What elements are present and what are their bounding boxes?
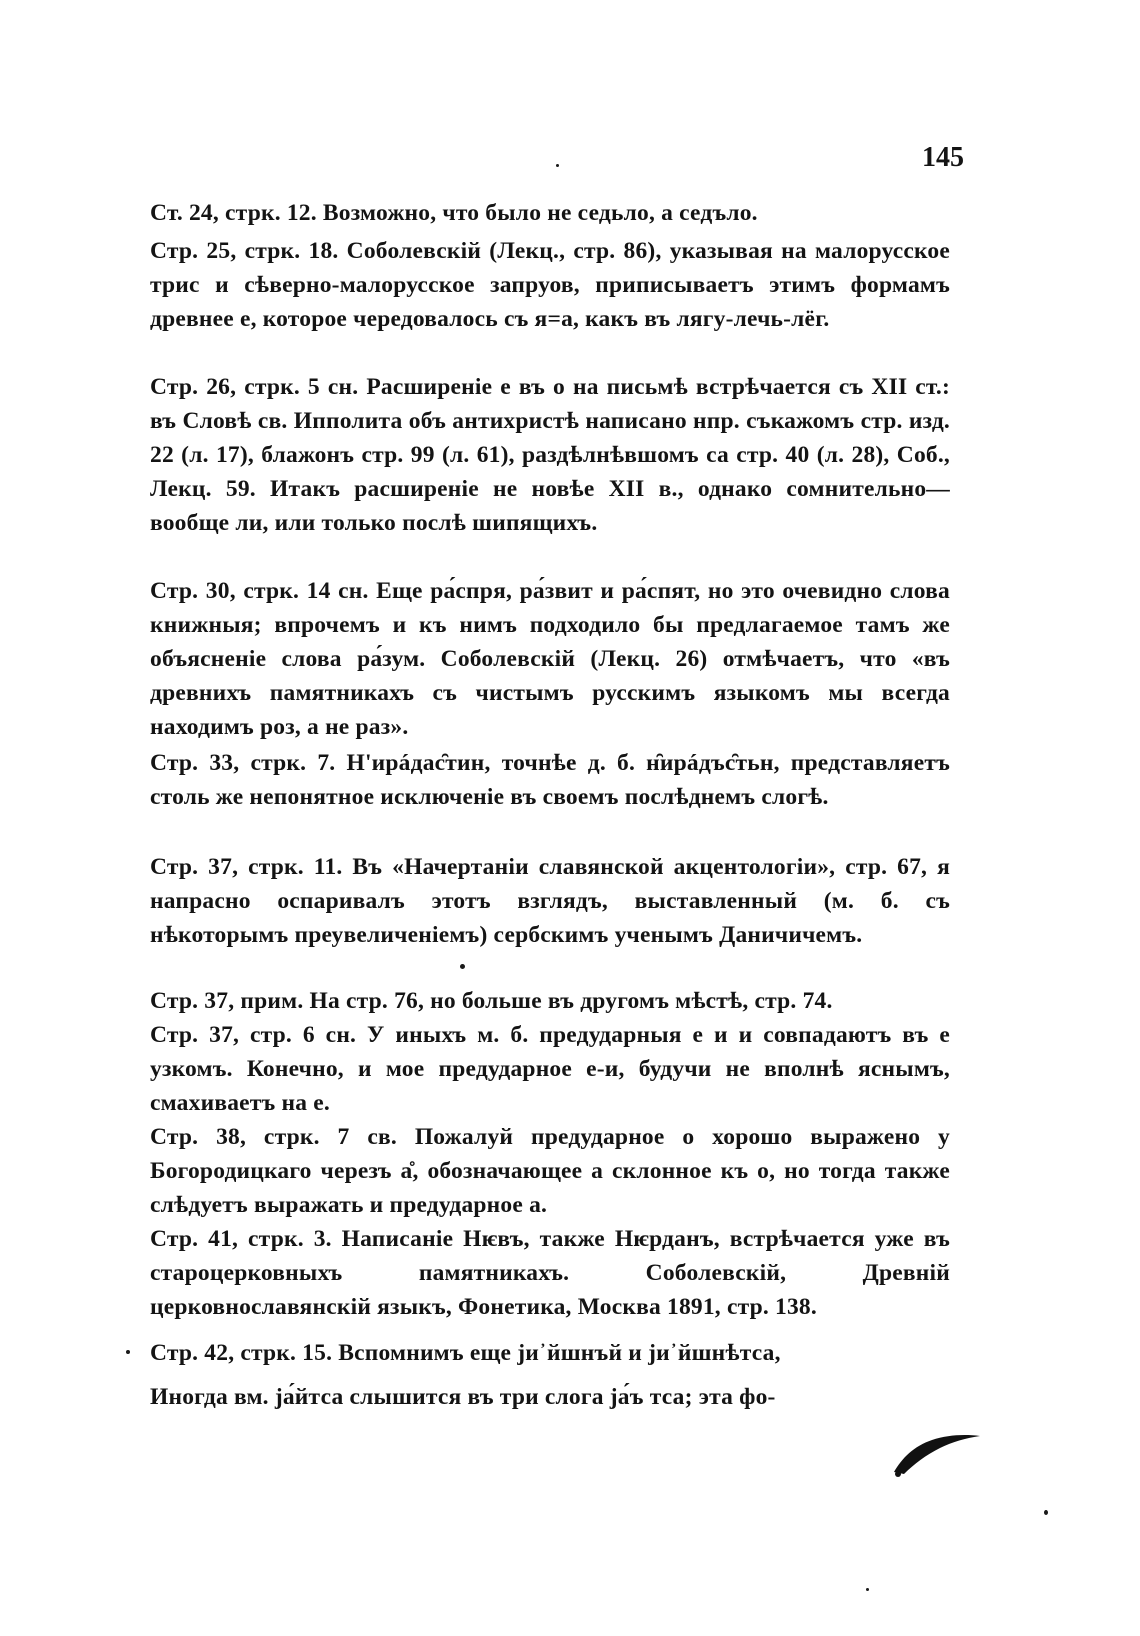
- note-3: [150, 370, 950, 540]
- stray-mark: [556, 164, 559, 167]
- note-text: Написаніе Нѥвъ, также Нѥрданъ, встрѣчается уже въ староцерковныхъ памятникахъ. Соболевскій, Древній церковнославянскій языкъ, Фонетика, Москва 1891, стр. 138.: [150, 1226, 950, 1320]
- note-text: Расширеніе е въ о на письмѣ встрѣчается съ XII ст.: въ Словѣ св. Ипполита объ антихристѣ написано нпр. съкажомъ стр. изд. 22 (л. 17), блажонъ стр. 99 (л. 61), раздѣлнѣвшомъ са стр. 40 (л. 28), Соб., Лекц. 59. Итакъ расширеніе не новѣе XII в., однако сомнительно—вообще ли, или только послѣ шипящихъ.: [150, 374, 950, 536]
- note-text: Возможно, что было не седьло, а седъло.: [316, 200, 758, 226]
- note-ref: Стр. 41, стрк. 3.: [150, 1226, 332, 1252]
- note-text: На стр. 76, но больше въ другомъ мѣстѣ, стр. 74.: [303, 988, 833, 1014]
- note-4: [150, 574, 950, 744]
- note-text: Вспомнимъ еще ји᾽йшнъй и ји᾽йшнѣтса,: [332, 1340, 781, 1366]
- note-11: [150, 1336, 950, 1370]
- note-ref: Стр. 37, стр. 6 сн.: [150, 1022, 357, 1048]
- page-number: 145: [922, 142, 964, 173]
- note-ref: Стр. 37, стрк. 11.: [150, 854, 343, 880]
- note-text: Соболевскій (Лекц., стр. 86), указывая на малорусское трис и сѣверно-малорусское запруов, приписываетъ этимъ формамъ древнее е, которое чередовалось съ я=а, какъ въ лягу-лечь-лёг.: [150, 238, 950, 332]
- note-ref: Стр. 26, стрк. 5 сн.: [150, 374, 359, 400]
- note-2: [150, 234, 950, 336]
- note-ref: Стр. 30, стрк. 14 сн.: [150, 578, 369, 604]
- note-text: Въ «Начертаніи славянской акцентологіи», стр. 67, я напрасно оспаривалъ этотъ взглядъ, выставленный (м. б. съ нѣкоторымъ преувеличеніемъ) сербскимъ ученымъ Даничичемъ.: [150, 854, 950, 948]
- note-text: Н'ирáдас̑тин, точнѣе д. б. н̑ирáдъс̑тьн, представляетъ столь же непонятное исключеніе въ своемъ послѣднемъ слогѣ.: [150, 750, 950, 810]
- note-text: Пожалуй предударное о хорошо выражено у Богородицкаго черезъ а̊, обозначающее а склонное къ о, но тогда также слѣдуетъ выражать и предударное а.: [150, 1124, 950, 1218]
- stray-mark: [1044, 1510, 1048, 1515]
- note-6: [150, 850, 950, 952]
- note-text: Еще ра́спря, ра́звит и ра́спят, но это очевидно слова книжныя; впрочемъ и къ нимъ подходило бы предлагаемое тамъ же объясненіе слова ра́зум. Соболевскій (Лекц. 26) отмѣчаетъ, что «въ древнихъ памятникахъ съ чистымъ русскимъ языкомъ мы всегда находимъ роз, а не раз».: [150, 578, 950, 740]
- note-8: [150, 1018, 950, 1120]
- stray-mark: [866, 1588, 869, 1591]
- note-ref: Стр. 33, стрк. 7.: [150, 750, 336, 776]
- note-ref: Стр. 25, стрк. 18.: [150, 238, 339, 264]
- note-ref: Ст. 24, стрк. 12.: [150, 200, 317, 226]
- note-9: [150, 1120, 950, 1222]
- note-ref: Стр. 38, стрк. 7 св.: [150, 1124, 397, 1150]
- stray-mark: [126, 1350, 130, 1354]
- ink-blot: [892, 1428, 982, 1478]
- stray-mark: [460, 964, 465, 969]
- note-7: [150, 984, 950, 1018]
- note-10: [150, 1222, 950, 1324]
- note-1: [150, 196, 950, 230]
- note-5: [150, 746, 950, 814]
- note-text: У иныхъ м. б. предударныя е и и совпадаютъ въ е узкомъ. Конечно, и мое предударное е-и, будучи не вполнѣ яснымъ, смахиваетъ на е.: [150, 1022, 950, 1116]
- note-ref: Стр. 42, стрк. 15.: [150, 1340, 333, 1366]
- continuation-line: Иногда вм. ја́йтса слышится въ три слога ја́ъ тса; эта фо-: [150, 1384, 776, 1410]
- note-ref: Стр. 37, прим.: [150, 988, 304, 1014]
